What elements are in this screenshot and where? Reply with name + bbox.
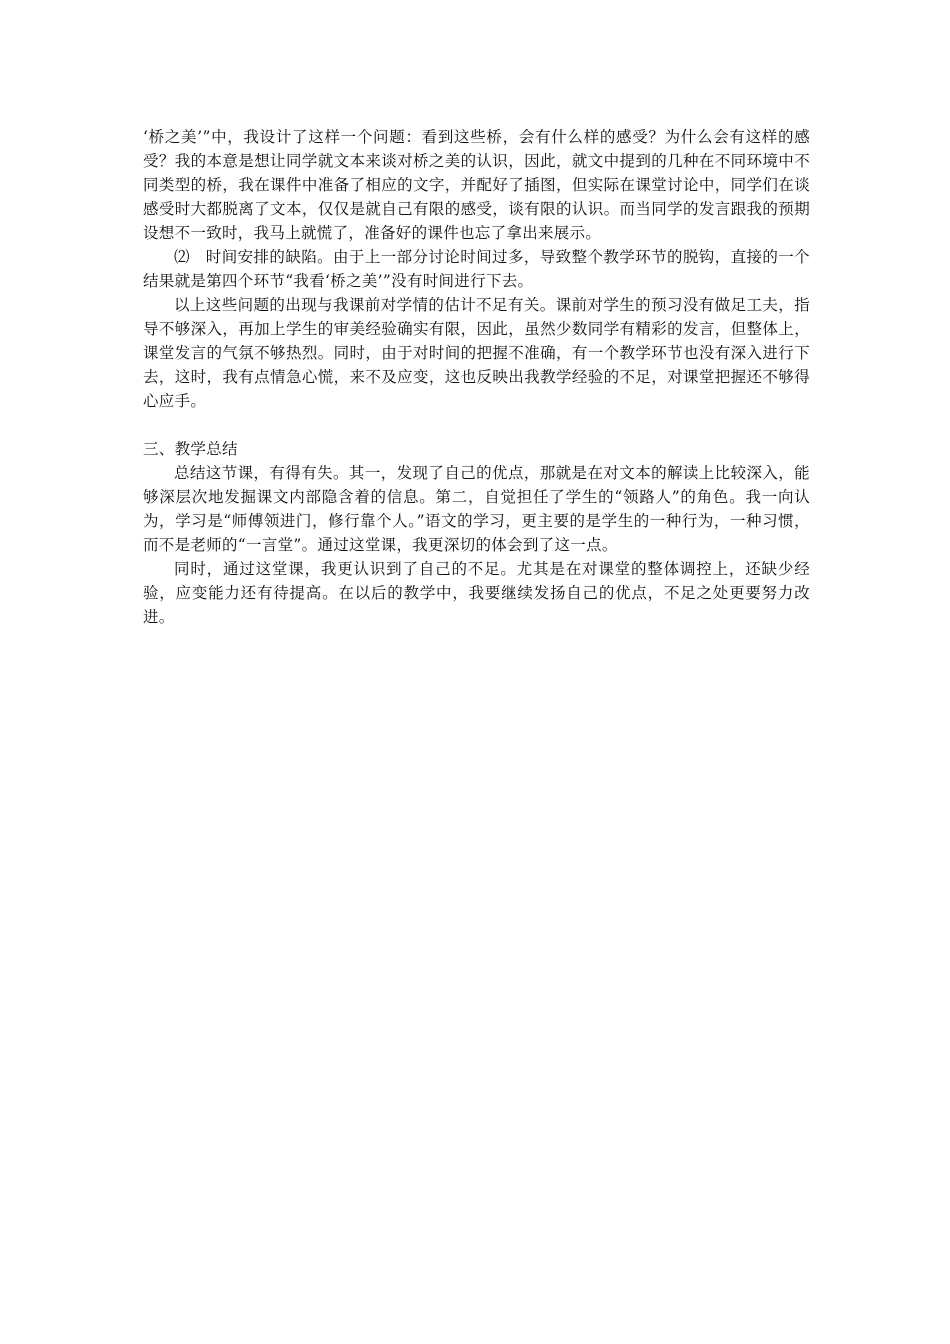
paragraph-reflection: 以上这些问题的出现与我课前对学情的估计不足有关。课前对学生的预习没有做足工夫，指导不够深入，再加上学生的审美经验确实有限，因此，虽然少数同学有精彩的发言，但整体上，课堂发言的气氛不够热烈。同时，由于对时间的把握不准确，有一个教学环节也没有深入进行下去，这时，我有点情急心慌，来不及应变，这也反映出我教学经验的不足，对课堂把握还不够得心应手。 bbox=[143, 296, 810, 410]
document-body bbox=[143, 125, 810, 629]
paragraph-conclusion: 同时，通过这堂课，我更认识到了自己的不足。尤其是在对课堂的整体调控上，还缺少经验，应变能力还有待提高。在以后的教学中，我要继续发扬自己的优点，不足之处更要努力改进。 bbox=[143, 560, 810, 626]
paragraph-summary: 总结这节课，有得有失。其一，发现了自己的优点，那就是在对文本的解读上比较深入，能够深层次地发掘课文内部隐含着的信息。第二，自觉担任了学生的“领路人”的角色。我一向认为，学习是“师傅领进门，修行靠个人。”语文的学习，更主要的是学生的一种行为，一种习惯，而不是老师的“一言堂”。通过这堂课，我更深切的体会到了这一点。 bbox=[143, 464, 810, 554]
section-heading: 三、教学总结 bbox=[143, 440, 238, 458]
paragraph-continuation: ‘桥之美’”中，我设计了这样一个问题：看到这些桥，会有什么样的感受？为什么会有这样的感受？我的本意是想让同学就文本来谈对桥之美的认识，因此，就文中提到的几种在不同环境中不同类型的桥，我在课件中准备了相应的文字，并配好了插图，但实际在课堂讨论中，同学们在谈感受时大都脱离了文本，仅仅是就自己有限的感受，谈有限的认识。而当同学的发言跟我的预期设想不一致时，我马上就慌了，准备好的课件也忘了拿出来展示。 bbox=[143, 128, 810, 242]
paragraph-gap bbox=[143, 413, 810, 437]
paragraph-time-issue: ⑵ 时间安排的缺陷。由于上一部分讨论时间过多，导致整个教学环节的脱钩，直接的一个结果就是第四个环节“我看‘桥之美’”没有时间进行下去。 bbox=[143, 248, 810, 290]
